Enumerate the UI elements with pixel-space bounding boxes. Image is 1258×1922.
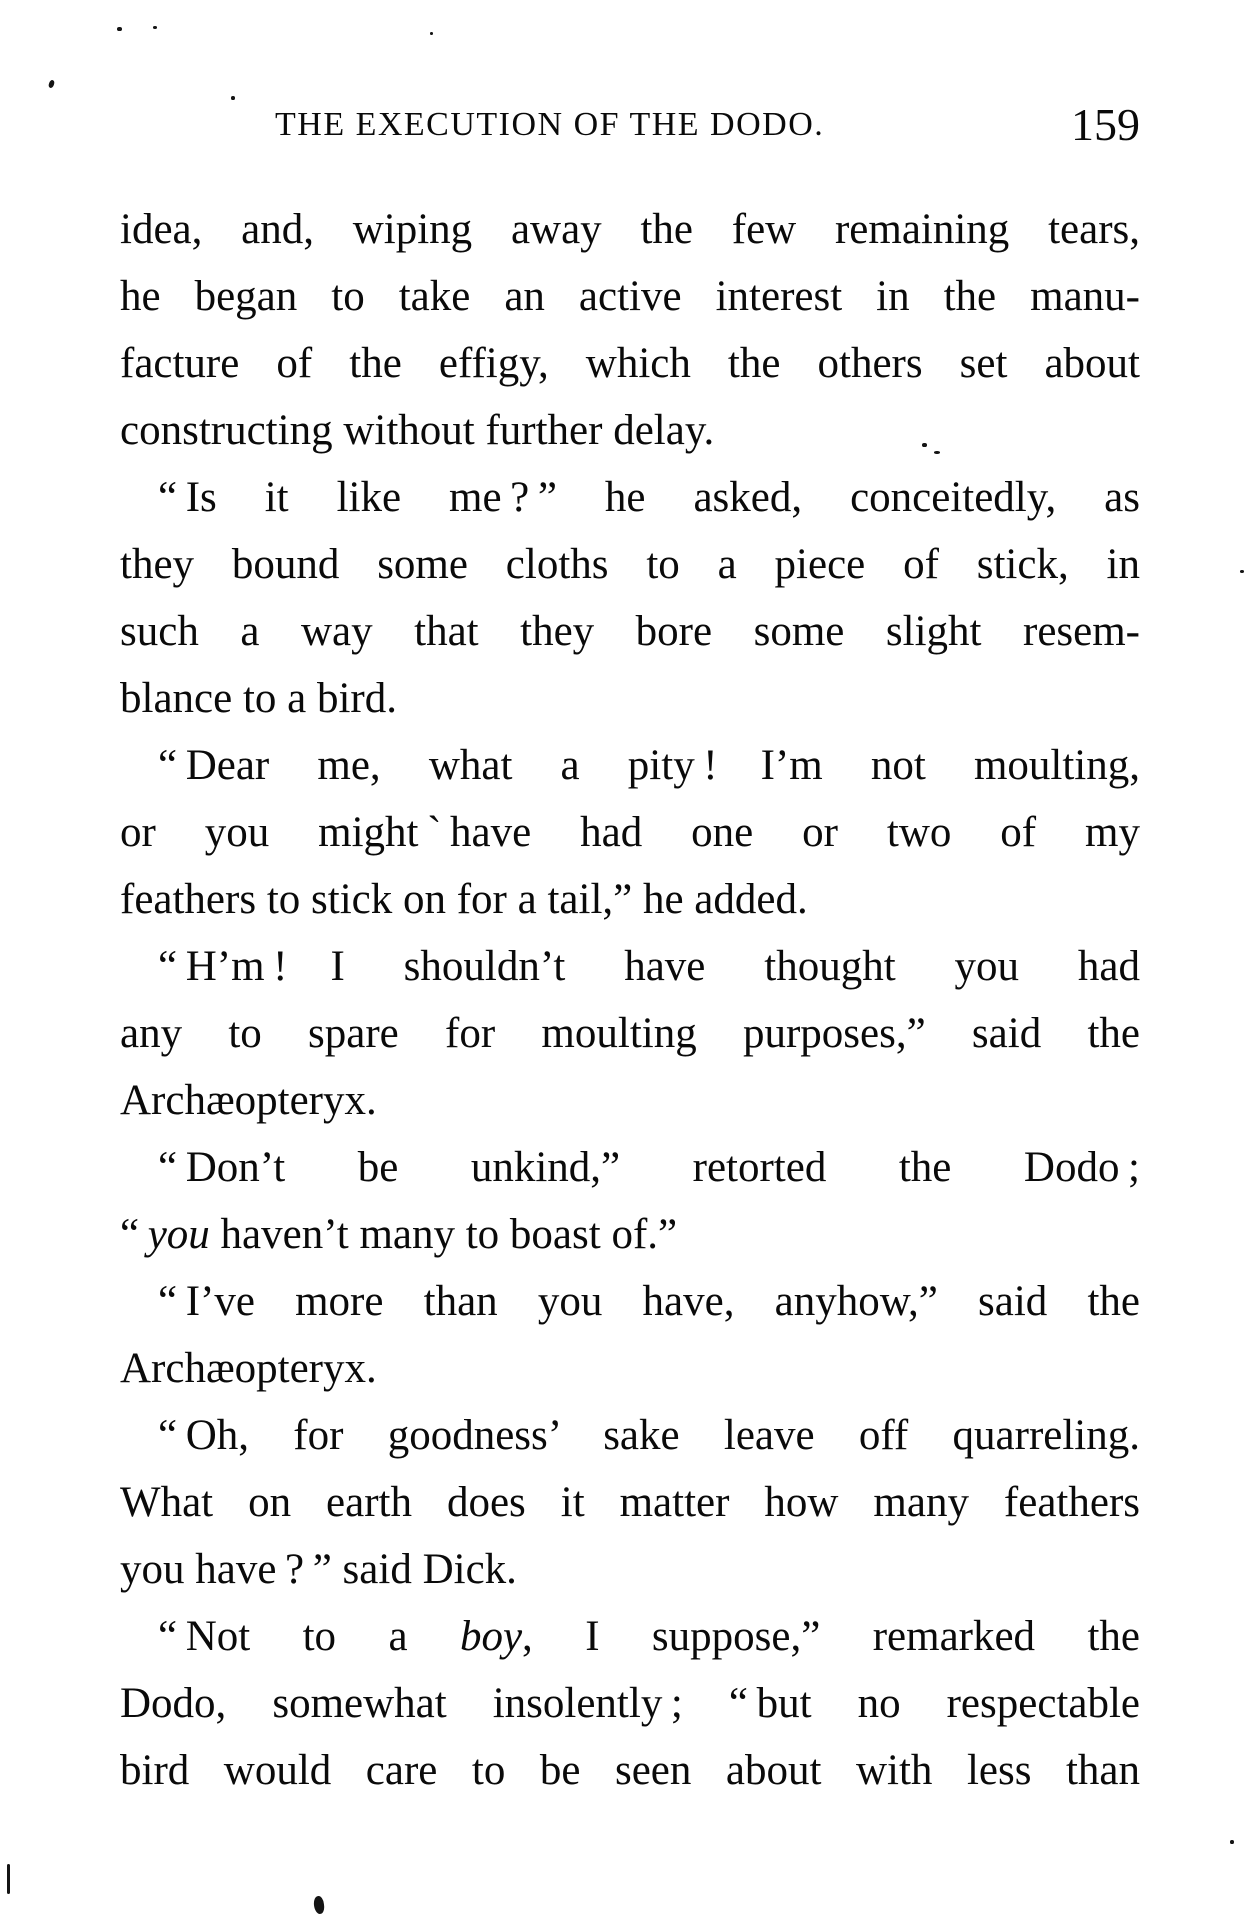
text-line: “ Is it like me ? ” he asked, conceitedly, as: [158, 474, 1140, 521]
text-line: he began to take an active interest in the manu-: [120, 273, 1140, 320]
ink-speck: [48, 79, 55, 88]
page-body: [120, 196, 1140, 1804]
text-line: they bound some cloths to a piece of stick, in: [120, 541, 1140, 588]
text-line: Archæopteryx.: [120, 1345, 377, 1392]
text-line: feathers to stick on for a tail,” he added.: [120, 876, 808, 923]
page-header: [120, 99, 1140, 154]
text-line: idea, and, wiping away the few remaining tears,: [120, 206, 1140, 253]
text-line: “ Not to a boy, I suppose,” remarked the: [158, 1613, 1140, 1660]
text-line: bird would care to be seen about with less than: [120, 1747, 1140, 1794]
text-line: any to spare for moulting purposes,” said the: [120, 1010, 1140, 1057]
text-line: “ I’ve more than you have, anyhow,” said the: [158, 1278, 1140, 1325]
text-line: Dodo, somewhat insolently ; “ but no respectable: [120, 1680, 1140, 1727]
ink-speck: [117, 27, 122, 31]
ink-speck: [313, 1896, 325, 1915]
text-line: such a way that they bore some slight resem-: [120, 608, 1140, 655]
text-line: “ Don’t be unkind,” retorted the Dodo ;: [158, 1144, 1140, 1191]
text-line: What on earth does it matter how many feathers: [120, 1479, 1140, 1526]
running-title: THE EXECUTION OF THE DODO.: [275, 106, 825, 143]
text-line: or you might ` have had one or two of my: [120, 809, 1140, 856]
text-line: “ Dear me, what a pity ! I’m not moulting,: [158, 742, 1140, 789]
page-number: 159: [1071, 99, 1140, 150]
text-line: facture of the effigy, which the others set about: [120, 340, 1140, 387]
ink-speck: [1230, 1840, 1234, 1844]
text-line: you have ? ” said Dick.: [120, 1546, 517, 1593]
ink-speck: [231, 96, 235, 100]
ink-speck: [430, 32, 433, 35]
text-line: “ H’m ! I shouldn’t have thought you had: [158, 943, 1140, 990]
text-line: blance to a bird.: [120, 675, 398, 722]
text-line: “ you haven’t many to boast of.”: [120, 1211, 678, 1258]
text-line: “ Oh, for goodness’ sake leave off quarreling.: [158, 1412, 1140, 1459]
ink-speck: [7, 1864, 10, 1894]
ink-speck: [153, 26, 157, 29]
text-line: constructing without further delay.: [120, 407, 715, 454]
text-line: Archæopteryx.: [120, 1077, 377, 1124]
ink-speck: [1240, 570, 1244, 573]
